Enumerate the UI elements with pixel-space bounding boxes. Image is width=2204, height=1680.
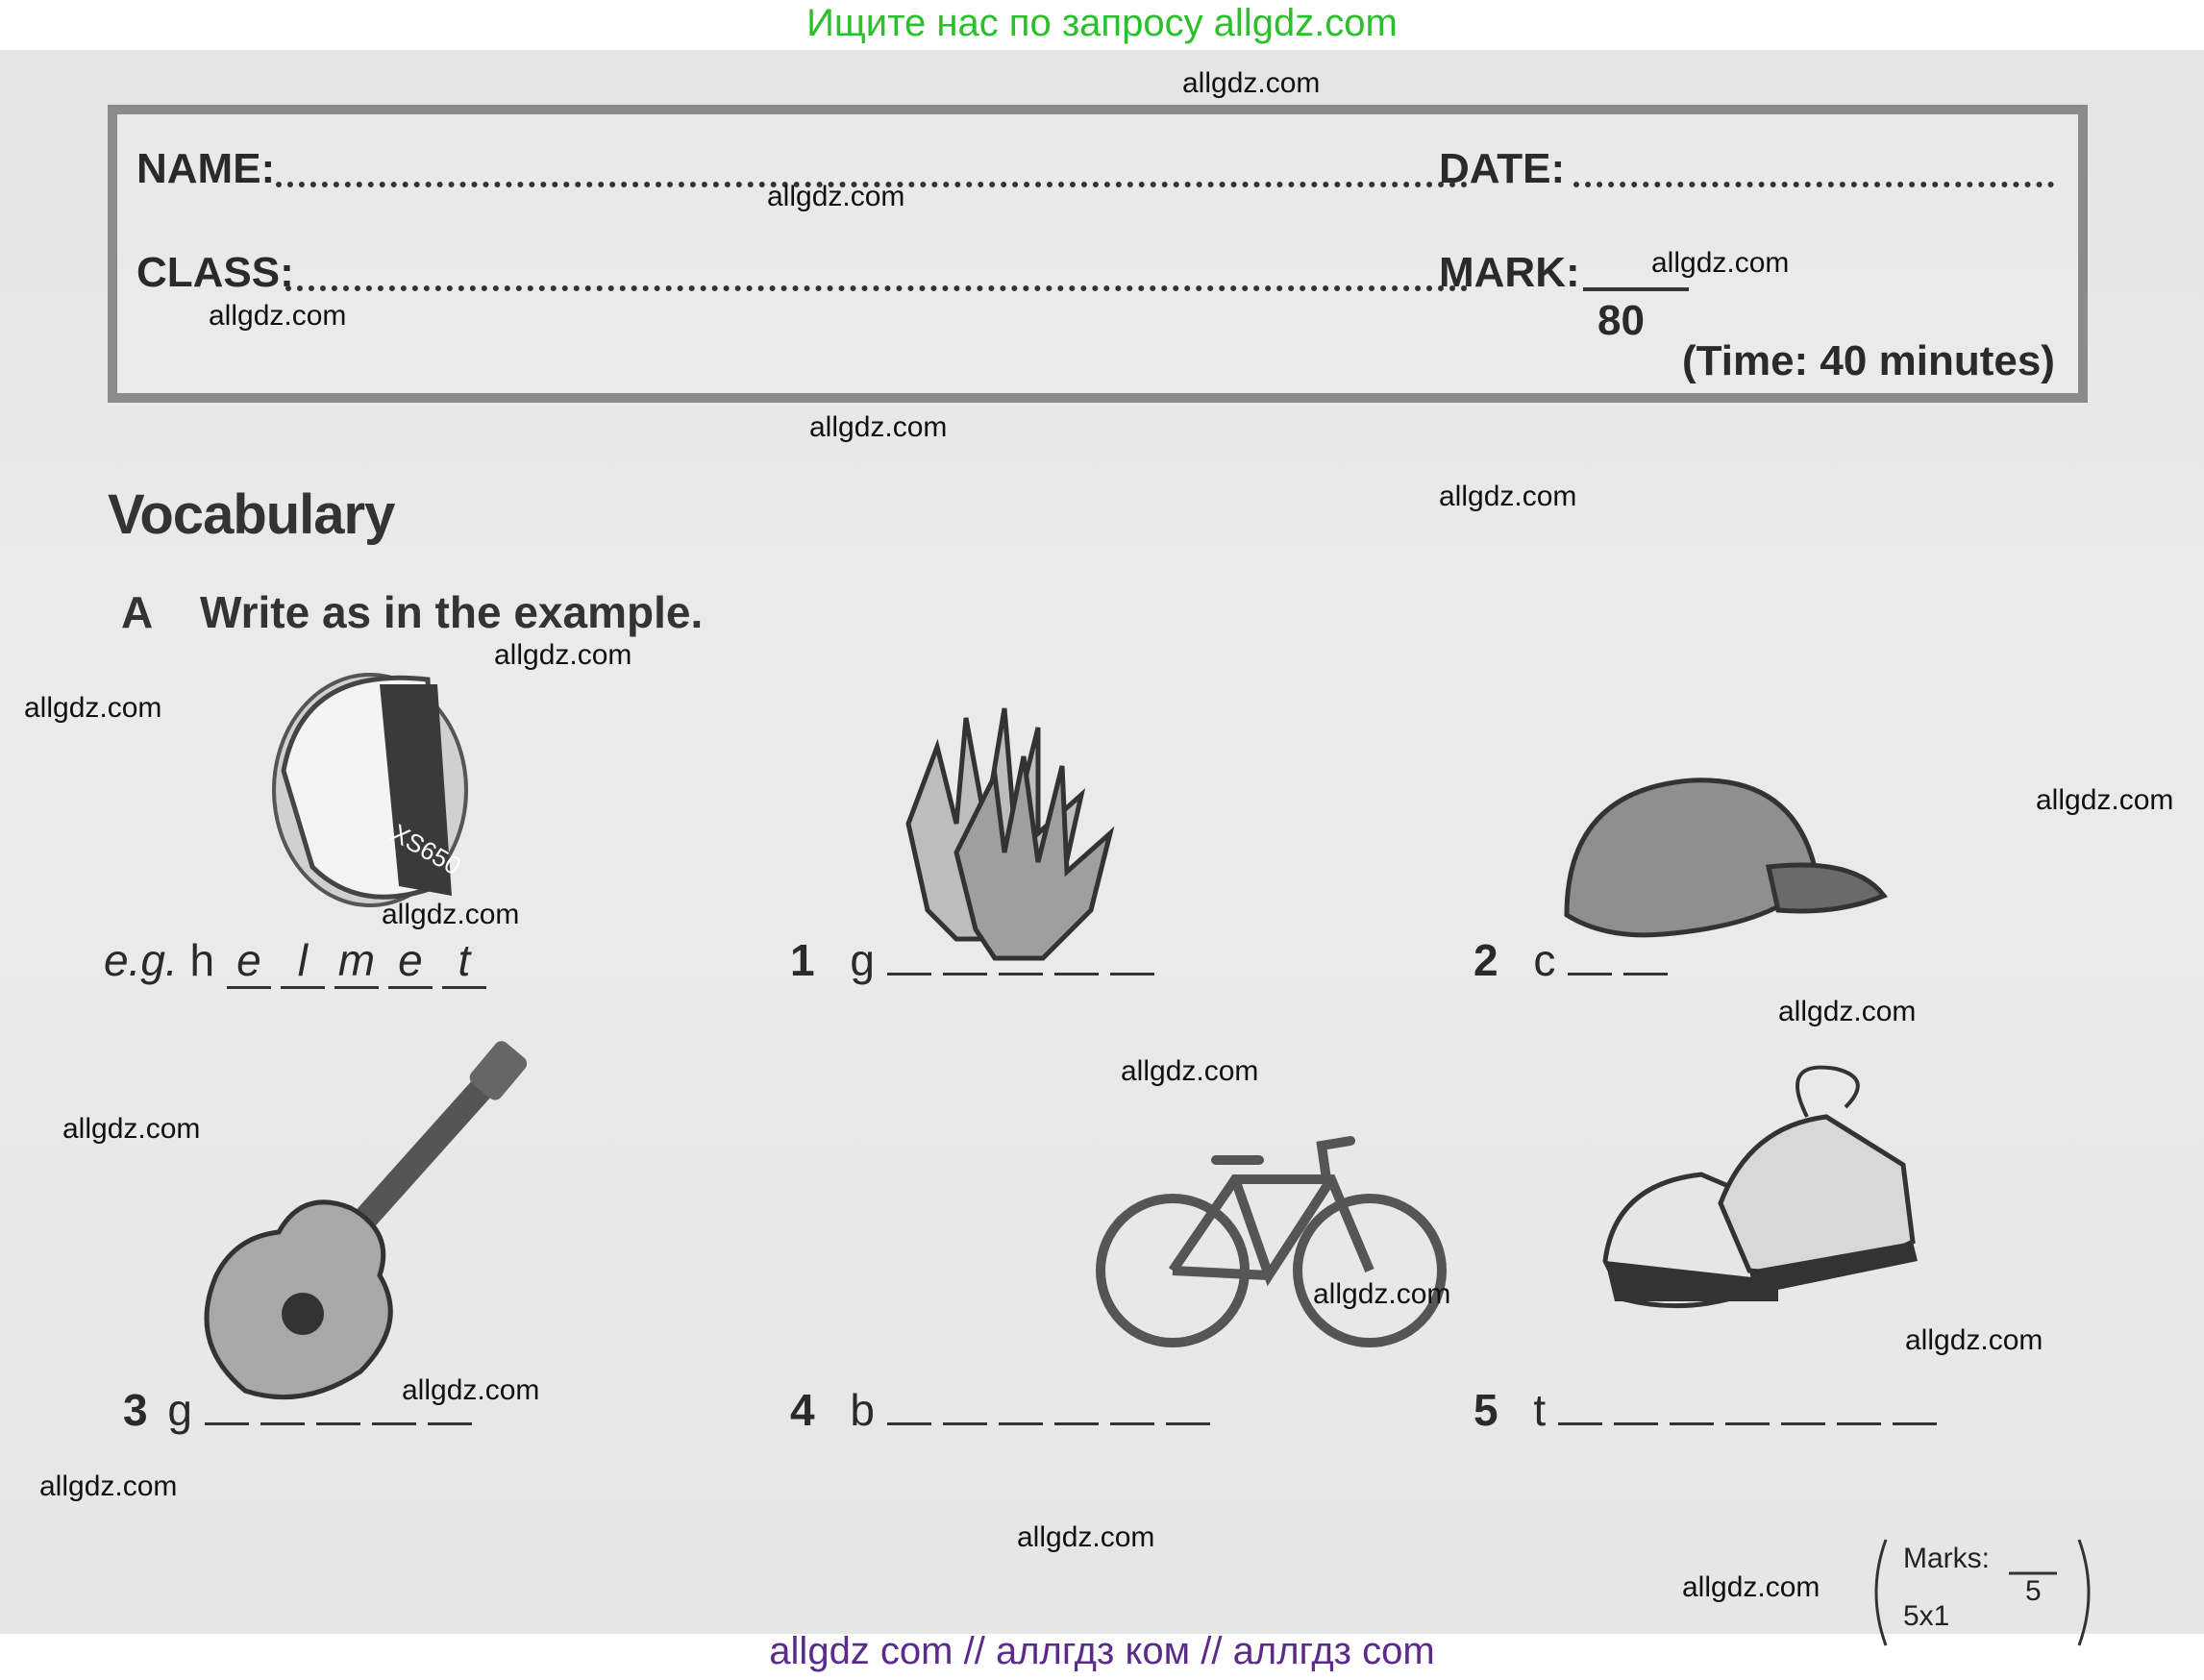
marks-label: Marks: <box>1903 1543 1990 1574</box>
item-3-blank[interactable] <box>205 1390 249 1425</box>
section-instruction: Write as in the example. <box>200 587 704 637</box>
item-1-number: 1 <box>790 935 815 985</box>
item-2-first: c <box>1533 935 1556 985</box>
watermark: allgdz.com <box>209 300 347 332</box>
watermark: allgdz.com <box>24 692 162 724</box>
item-3-blank[interactable] <box>316 1390 360 1425</box>
svg-text:XS650: XS650 <box>386 818 466 881</box>
header-box <box>108 105 2088 403</box>
class-label: CLASS: <box>136 249 294 296</box>
mark-label: MARK: <box>1439 249 1580 296</box>
watermark: allgdz.com <box>39 1470 178 1502</box>
watermark: allgdz.com <box>1121 1055 1259 1087</box>
time-limit: (Time: 40 minutes) <box>1682 337 2055 384</box>
gloves-picture <box>870 689 1149 968</box>
item-3-number: 3 <box>123 1385 148 1435</box>
watermark: allgdz.com <box>1651 247 1790 279</box>
item-5-blank[interactable] <box>1837 1390 1881 1425</box>
item-5-blank[interactable] <box>1725 1390 1770 1425</box>
example-letter-4: e <box>388 934 433 989</box>
top-banner: Ищите нас по запросу allgdz.com <box>806 2 1398 44</box>
date-field[interactable] <box>1573 182 2054 187</box>
date-label: DATE: <box>1439 145 1566 192</box>
item-5-blank[interactable] <box>1558 1390 1602 1425</box>
item-5-first: t <box>1533 1385 1547 1435</box>
marks-max: 5 <box>2025 1575 2042 1607</box>
watermark: allgdz.com <box>382 899 520 930</box>
item-4 <box>790 1384 1222 1436</box>
item-2-blank[interactable] <box>1623 940 1668 976</box>
watermark: allgdz.com <box>1439 481 1577 512</box>
item-1 <box>790 934 1166 986</box>
item-4-blank[interactable] <box>943 1390 987 1425</box>
item-5-blank[interactable] <box>1781 1390 1825 1425</box>
item-2-number: 2 <box>1473 935 1498 985</box>
item-5-blank[interactable] <box>1893 1390 1937 1425</box>
item-1-blank[interactable] <box>1110 940 1154 976</box>
item-5-number: 5 <box>1473 1385 1498 1435</box>
item-4-blank[interactable] <box>999 1390 1043 1425</box>
cap-picture <box>1548 752 1894 963</box>
item-4-blank[interactable] <box>1166 1390 1210 1425</box>
item-4-number: 4 <box>790 1385 815 1435</box>
watermark: allgdz.com <box>1313 1278 1451 1310</box>
watermark: allgdz.com <box>402 1374 540 1406</box>
item-4-blank[interactable] <box>1110 1390 1154 1425</box>
example-letter-1: e <box>227 934 271 989</box>
item-example-number: e.g. <box>104 935 178 985</box>
watermark: allgdz.com <box>1905 1324 2043 1356</box>
item-1-blank[interactable] <box>887 940 931 976</box>
item-example-first: h <box>189 935 215 985</box>
watermark: allgdz.com <box>1778 996 1917 1027</box>
watermark: allgdz.com <box>494 639 632 671</box>
watermark: allgdz.com <box>809 411 948 443</box>
item-5-blank[interactable] <box>1614 1390 1658 1425</box>
example-letter-3: m <box>334 934 379 989</box>
section-title: Vocabulary <box>108 483 395 546</box>
watermark: allgdz.com <box>1017 1521 1155 1553</box>
section-letter: A <box>121 587 154 637</box>
example-letter-2: l <box>281 934 325 989</box>
watermark: allgdz.com <box>1682 1571 1820 1603</box>
example-letter-5: t <box>442 934 486 989</box>
watermark: allgdz.com <box>1182 67 1321 99</box>
watermark: allgdz.com <box>2036 784 2174 816</box>
item-5 <box>1473 1384 1948 1436</box>
item-2 <box>1473 934 1679 986</box>
class-field[interactable] <box>285 285 1468 291</box>
watermark: allgdz.com <box>767 181 905 212</box>
trainers-picture <box>1586 1050 1932 1347</box>
bottom-banner: allgdz com // аллгдз ком // аллгдз com <box>769 1630 1435 1672</box>
mark-total: 80 <box>1597 297 1645 344</box>
marks-formula: 5x1 <box>1903 1600 1950 1632</box>
item-3-blank[interactable] <box>260 1390 305 1425</box>
item-2-blank[interactable] <box>1568 940 1612 976</box>
item-example <box>104 934 496 989</box>
item-1-blank[interactable] <box>943 940 987 976</box>
item-4-first: b <box>850 1385 875 1435</box>
name-label: NAME: <box>136 145 276 192</box>
item-1-blank[interactable] <box>1054 940 1099 976</box>
watermark: allgdz.com <box>62 1113 201 1145</box>
item-3-first: g <box>167 1385 192 1435</box>
worksheet-page <box>0 50 2204 1634</box>
mark-field[interactable] <box>1583 287 1689 291</box>
helmet-picture <box>245 627 495 934</box>
item-5-blank[interactable] <box>1670 1390 1714 1425</box>
item-1-blank[interactable] <box>999 940 1043 976</box>
bicycle-picture <box>1091 1122 1456 1362</box>
item-1-first: g <box>850 935 875 985</box>
guitar-picture <box>187 1025 533 1410</box>
item-4-blank[interactable] <box>1054 1390 1099 1425</box>
item-4-blank[interactable] <box>887 1390 931 1425</box>
